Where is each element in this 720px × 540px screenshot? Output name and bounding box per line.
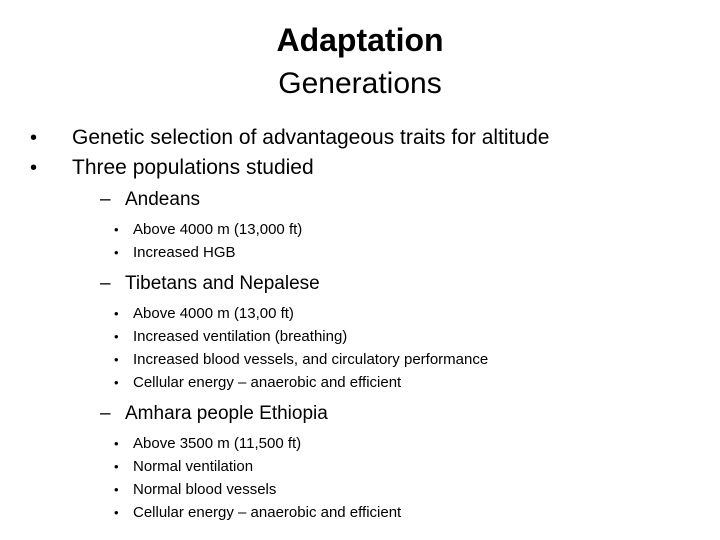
population-andeans	[100, 186, 708, 213]
bullet-text: Genetic selection of advantageous traits for altitude	[72, 126, 550, 149]
trait-text: Increased ventilation (breathing)	[133, 328, 348, 345]
slide-subtitle: Generations	[278, 67, 442, 100]
bullet-marker: •	[114, 245, 119, 260]
bullet-genetic-selection	[28, 123, 708, 153]
dash-marker: –	[100, 189, 111, 210]
bullet-marker: •	[114, 436, 119, 451]
bullet-marker: •	[114, 459, 119, 474]
trait-text: Above 4000 m (13,000 ft)	[133, 221, 303, 238]
list-item	[114, 371, 708, 394]
list-item	[114, 455, 708, 478]
list-item	[114, 302, 708, 325]
population-name: Amhara people Ethiopia	[125, 403, 328, 424]
slide-title: Adaptation	[276, 22, 444, 58]
dash-marker: –	[100, 273, 111, 294]
dash-marker: –	[100, 403, 111, 424]
list-item	[114, 348, 708, 371]
bullet-marker: •	[114, 222, 119, 237]
bullet-marker: •	[114, 482, 119, 497]
trait-text: Above 4000 m (13,00 ft)	[133, 305, 294, 322]
list-item	[114, 218, 708, 241]
trait-text: Increased blood vessels, and circulatory performance	[133, 351, 489, 368]
bullet-three-populations	[28, 153, 708, 183]
trait-text: Cellular energy – anaerobic and efficient	[133, 504, 402, 521]
trait-text: Cellular energy – anaerobic and efficient	[133, 374, 402, 391]
andeans-traits	[114, 218, 708, 264]
list-item	[114, 241, 708, 264]
bullet-text: Three populations studied	[72, 156, 314, 179]
title-block	[0, 18, 720, 106]
list-item	[114, 325, 708, 348]
amhara-traits	[114, 432, 708, 524]
trait-text: Increased HGB	[133, 244, 236, 261]
tibetans-traits	[114, 302, 708, 394]
bullet-marker: •	[30, 157, 38, 179]
bullet-marker: •	[114, 306, 119, 321]
bullet-marker: •	[30, 127, 38, 149]
trait-text: Above 3500 m (11,500 ft)	[133, 435, 302, 452]
population-name: Andeans	[125, 189, 201, 210]
bullet-marker: •	[114, 329, 119, 344]
bullet-marker: •	[114, 352, 119, 367]
population-name: Tibetans and Nepalese	[125, 273, 320, 294]
population-tibetans-nepalese	[100, 270, 708, 297]
list-item	[114, 432, 708, 455]
trait-text: Normal ventilation	[133, 458, 254, 475]
bullet-marker: •	[114, 375, 119, 390]
bullet-list	[28, 123, 708, 530]
bullet-marker: •	[114, 505, 119, 520]
list-item	[114, 478, 708, 501]
population-amhara	[100, 400, 708, 427]
trait-text: Normal blood vessels	[133, 481, 277, 498]
list-item	[114, 501, 708, 524]
